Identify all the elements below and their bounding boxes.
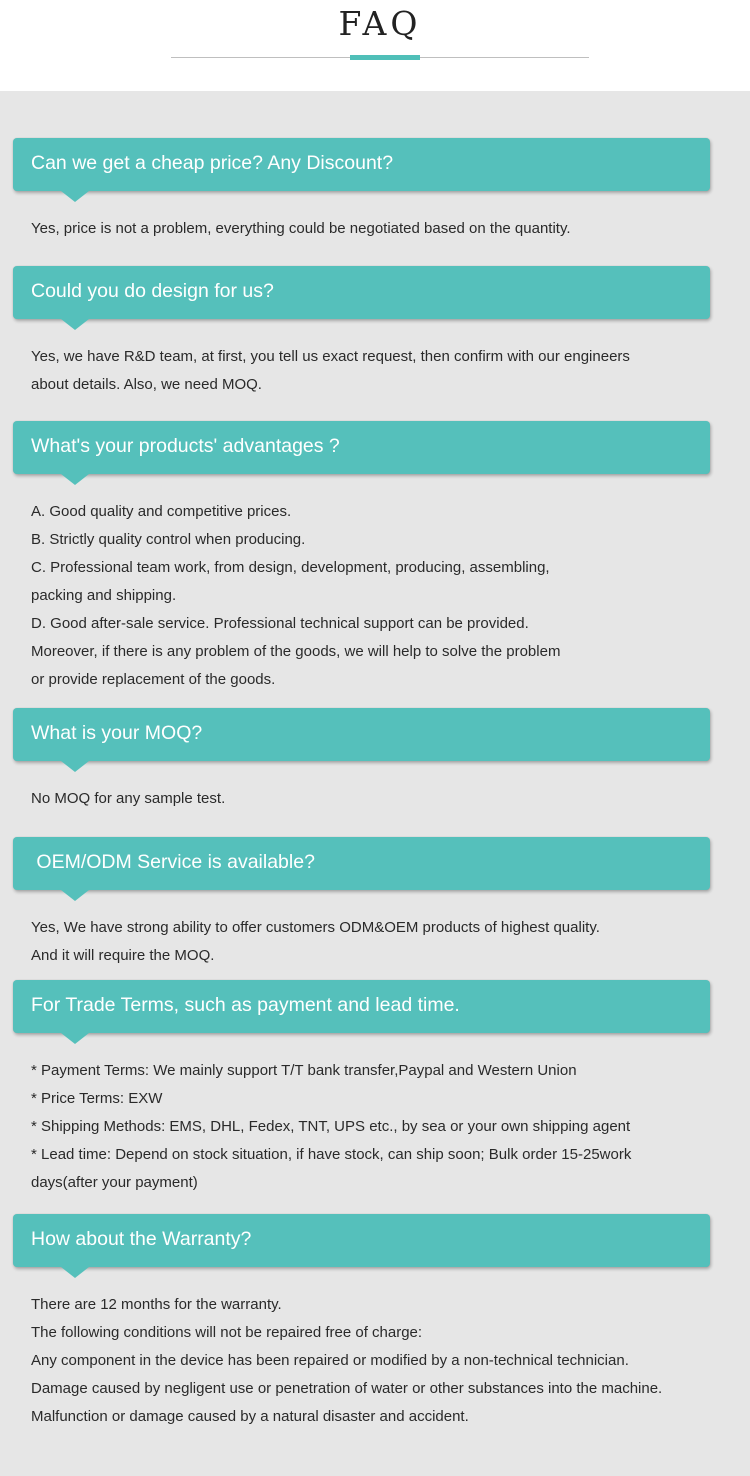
question-bar <box>13 837 710 890</box>
answer-text <box>31 914 721 970</box>
answer-line: B. Strictly quality control when producing. <box>31 531 306 548</box>
answer-line: Yes, price is not a problem, everything could be negotiated based on the quantity. <box>31 220 571 237</box>
answer-line: * Price Terms: EXW <box>31 1090 163 1107</box>
answer-text <box>31 498 721 694</box>
question-text: What's your products' advantages ? <box>31 435 340 457</box>
question-text: For Trade Terms, such as payment and lead time. <box>31 994 460 1016</box>
answer-line: No MOQ for any sample test. <box>31 790 226 807</box>
speech-bubble-pointer <box>61 890 89 901</box>
title-accent-bar <box>350 55 420 60</box>
question-bar <box>13 266 710 319</box>
speech-bubble-pointer <box>61 474 89 485</box>
answer-line: D. Good after-sale service. Professional technical support can be provided. <box>31 615 529 632</box>
answer-line: * Lead time: Depend on stock situation, if have stock, can ship soon; Bulk order 15-25work <box>31 1146 632 1163</box>
answer-line: * Payment Terms: We mainly support T/T bank transfer,Paypal and Western Union <box>31 1062 577 1079</box>
answer-line: or provide replacement of the goods. <box>31 671 276 688</box>
answer-line: There are 12 months for the warranty. <box>31 1296 282 1313</box>
speech-bubble-pointer <box>61 1033 89 1044</box>
answer-line: C. Professional team work, from design, development, producing, assembling, <box>31 559 550 576</box>
question-text: Can we get a cheap price? Any Discount? <box>31 152 394 174</box>
question-bar <box>13 1214 710 1267</box>
answer-text <box>31 1057 721 1197</box>
answer-text <box>31 215 721 243</box>
question-text: What is your MOQ? <box>31 722 203 744</box>
answer-line: A. Good quality and competitive prices. <box>31 503 292 520</box>
answer-text <box>31 785 721 813</box>
question-bar <box>13 980 710 1033</box>
question-text: Could you do design for us? <box>31 280 274 302</box>
question-bar <box>13 138 710 191</box>
page-title: FAQ <box>338 4 422 43</box>
answer-line: days(after your payment) <box>31 1174 198 1191</box>
question-text: OEM/ODM Service is available? <box>31 851 315 873</box>
speech-bubble-pointer <box>61 1267 89 1278</box>
answer-line: And it will require the MOQ. <box>31 947 215 964</box>
question-bar <box>13 708 710 761</box>
question-text: How about the Warranty? <box>31 1228 252 1250</box>
answer-text <box>31 1291 721 1431</box>
answer-line: * Shipping Methods: EMS, DHL, Fedex, TNT, UPS etc., by sea or your own shipping agent <box>31 1118 631 1135</box>
answer-line: about details. Also, we need MOQ. <box>31 376 262 393</box>
speech-bubble-pointer <box>61 319 89 330</box>
answer-line: Malfunction or damage caused by a natural disaster and accident. <box>31 1408 469 1425</box>
answer-line: Yes, we have R&D team, at first, you tell us exact request, then confirm with our engineers <box>31 348 630 365</box>
answer-line: packing and shipping. <box>31 587 177 604</box>
answer-line: Any component in the device has been repaired or modified by a non-technical technician. <box>31 1352 629 1369</box>
answer-line: Damage caused by negligent use or penetration of water or other substances into the machine. <box>31 1380 663 1397</box>
faq-content <box>0 91 750 1476</box>
question-bar <box>13 421 710 474</box>
answer-line: The following conditions will not be repaired free of charge: <box>31 1324 423 1341</box>
answer-text <box>31 343 721 399</box>
speech-bubble-pointer <box>61 191 89 202</box>
faq-header <box>0 0 750 91</box>
speech-bubble-pointer <box>61 761 89 772</box>
answer-line: Yes, We have strong ability to offer customers ODM&OEM products of highest quality. <box>31 919 600 936</box>
answer-line: Moreover, if there is any problem of the goods, we will help to solve the problem <box>31 643 561 660</box>
